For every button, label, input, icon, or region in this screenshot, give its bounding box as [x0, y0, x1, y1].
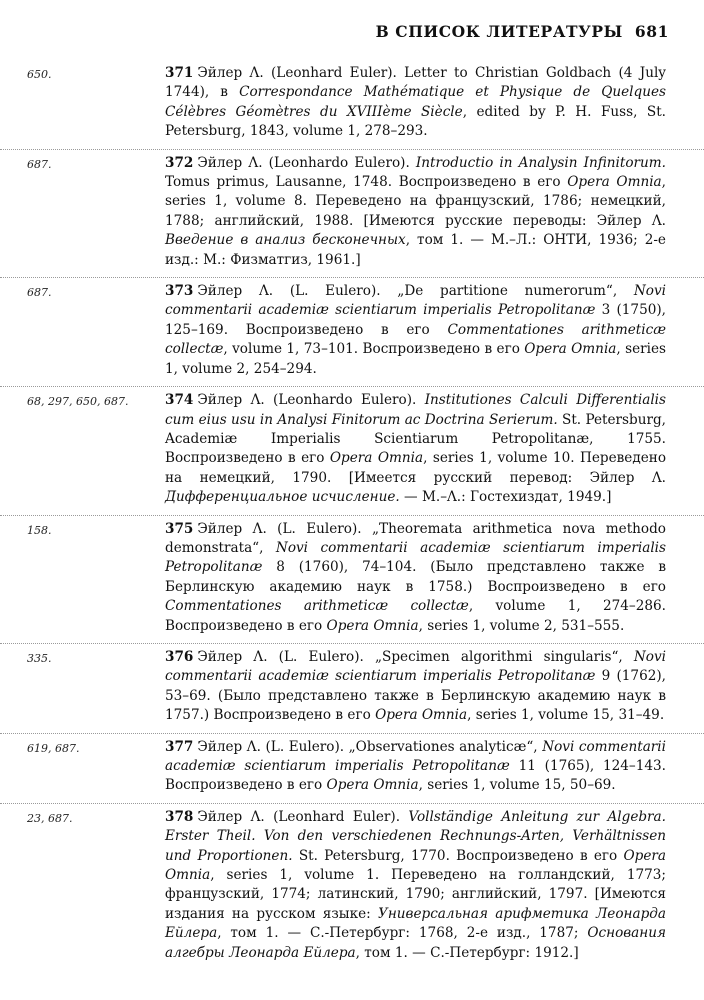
citation-text: 8 (1760), 74–104. (Было представлено также в Берлинскую академию наук в 1758.) Воспроизведено в его [165, 559, 666, 595]
entry-text [165, 734, 666, 796]
citation-text: Эйлер Λ. (Leonhard Euler). Letter to Christian Goldbach (4 July 1744), в [165, 65, 666, 101]
italic-title: Commentationes arithmeticæ collectæ [165, 598, 469, 615]
citation-text: Эйлер Λ. (L. Eulero). „De partitione numerorum“, [197, 283, 634, 300]
citation-text: , series 1, volume 15, 50–69. [418, 777, 616, 794]
entry-number: 375 [165, 520, 194, 537]
citation-text: , том 1. — С.-Петербург: 1912.] [355, 944, 579, 961]
bibliography-list [0, 60, 704, 970]
italic-title: Novi commentarii academiæ scientiarum imperialis Petropolitanæ [165, 539, 666, 576]
running-header [0, 22, 669, 41]
citing-pages: 619, 687. [27, 741, 80, 755]
citation-text: , volume 1, 73–101. Воспроизведено в его [223, 341, 525, 358]
citing-pages: 68, 297, 650, 687. [27, 395, 129, 409]
italic-title: Vollständige Anleitung zur Algebra. Erster Theil. Von den verschiedenen Rechnungs-Arten, Verhältnissen und Proportionen. [165, 808, 666, 864]
header-title: B СПИСОК ЛИТЕРАТУРЫ [375, 22, 623, 41]
bibliography-entry [0, 60, 704, 149]
entry-number: 373 [165, 283, 194, 300]
citation-text: , series 1, volume 2, 531–555. [418, 617, 625, 634]
citing-pages: 687. [27, 157, 52, 171]
citation-text: Tomus primus, Lausanne, 1748. Воспроизведено в его [165, 174, 568, 191]
bibliography-entry [0, 277, 704, 386]
citation-text: , series 1, volume 1. Переведено на голландский, 1773; французский, 1774; латинский, 1790; английский, 1797. [Имеются издания на русском языке: [165, 867, 666, 922]
bibliography-entry [0, 643, 704, 733]
italic-title: Opera Omnia [326, 617, 419, 634]
italic-title: Opera Omnia [375, 707, 468, 724]
italic-title: Institutiones Calculi Differentialis cum eius usu in Analysi Finitorum ac Doctrina Serierum. [165, 392, 666, 428]
italic-title: Основания алгебры Леонарда Ейлера [165, 925, 666, 961]
citation-text: Эйлер Λ. (Leonhardo Eulero). [197, 154, 416, 171]
italic-title: Novi commentarii academiæ scientiarum imperialis Petropolitanæ [165, 283, 666, 319]
entry-text [165, 150, 666, 270]
entry-number: 374 [165, 392, 194, 409]
italic-title: Introductio in Analysin Infinitorum. [415, 154, 667, 171]
entry-number: 377 [165, 738, 194, 755]
citation-text: Эйлер Λ. (L. Eulero). „Specimen algorithmi singularis“, [197, 648, 634, 665]
citation-text: , series 1, volume 2, 254–294. [165, 341, 667, 377]
entry-text [165, 278, 666, 379]
citation-text: 11 (1765), 124–143. Воспроизведено в его [165, 758, 666, 794]
bibliography-entry [0, 803, 704, 970]
citing-pages: 23, 687. [27, 811, 73, 825]
citation-text: — М.–Λ.: Гостехиздат, 1949.] [399, 489, 612, 506]
entry-text [165, 804, 666, 963]
citation-text: , series 1, volume 15, 31–49. [467, 707, 665, 724]
entry-number: 376 [165, 648, 194, 665]
entry-text [165, 644, 666, 726]
citation-text: , series 1, volume 10. Переведено на немецкий, 1790. [Имеется русский перевод: Эйлер Λ. [165, 450, 666, 486]
italic-title: Novi commentarii academiæ scientiarum imperialis Petropolitanæ [165, 738, 666, 774]
italic-title: Opera Omnia [165, 847, 666, 884]
citation-text: St. Petersburg, Academiæ Imperialis Scientiarum Petropolitanæ, 1755. Воспроизведено в его [165, 411, 666, 467]
entry-text [165, 60, 666, 142]
page-number: 681 [634, 22, 669, 41]
entry-text [165, 387, 666, 507]
italic-title: Correspondance Mathématique et Physique de Quelques Célèbres Géomètres du XVIIIème Siècle [165, 84, 667, 120]
citation-text: , том 1. — С.-Петербург: 1768, 2-е изд., 1787; [217, 925, 588, 942]
citing-pages: 687. [27, 286, 52, 300]
bibliography-entry [0, 386, 704, 514]
citation-text: 3 (1750), 125–169. Воспроизведено в его [165, 302, 666, 338]
italic-title: Novi commentarii academiæ scientiarum imperialis Petropolitanæ [165, 648, 666, 685]
citing-pages: 650. [27, 68, 52, 81]
italic-title: Opera Omnia [326, 777, 419, 794]
citation-text: , series 1, volume 8. Переведено на французский, 1786; немецкий, 1788; английский, 1988. [Имеются русские переводы: Эйлер Λ. [165, 174, 666, 229]
italic-title: Opera Omnia [567, 174, 662, 191]
citation-text: Эйлер Λ. (Leonhardo Eulero). [197, 392, 425, 409]
bibliography-entry [0, 733, 704, 803]
citation-text: St. Petersburg, 1770. Воспроизведено в его [292, 847, 624, 864]
citation-text: , том 1. — М.–Л.: ОНТИ, 1936; 2-е изд.: М.: Физматгиз, 1961.] [165, 232, 666, 268]
bibliography-entry [0, 515, 704, 643]
italic-title: Opera Omnia [329, 450, 424, 467]
entry-number: 378 [165, 808, 194, 825]
citation-text: Эйлер Λ. (Leonhard Euler). [197, 808, 409, 825]
entry-number: 371 [165, 65, 194, 81]
citation-text: , edited by P. H. Fuss, St. Petersburg, 1843, volume 1, 278–293. [165, 103, 666, 140]
italic-title: Введение в анализ бесконечных [165, 232, 406, 249]
citation-text: Эйлер Λ. (L. Eulero). „Observationes analyticæ“, [197, 738, 543, 755]
citation-text: Эйлер Λ. (L. Eulero). „Theoremata arithmetica nova methodo demonstrata“, [165, 520, 666, 556]
italic-title: Opera Omnia [524, 341, 617, 358]
citation-text: 9 (1762), 53–69. (Было представлено также в Берлинскую академию наук в 1757.) Воспроизведено в его [165, 668, 666, 724]
citing-pages: 335. [27, 651, 52, 665]
entry-text [165, 516, 666, 636]
italic-title: Дифференциальное исчисление. [165, 489, 400, 506]
italic-title: Универсальная арифметика Леонарда Ейлера [165, 905, 666, 942]
italic-title: Commentationes arithmeticæ collectæ [165, 321, 666, 358]
entry-number: 372 [165, 154, 194, 171]
citation-text: , volume 1, 274–286. Воспроизведено в его [165, 598, 667, 634]
bibliography-entry [0, 149, 704, 277]
citing-pages: 158. [27, 523, 52, 537]
